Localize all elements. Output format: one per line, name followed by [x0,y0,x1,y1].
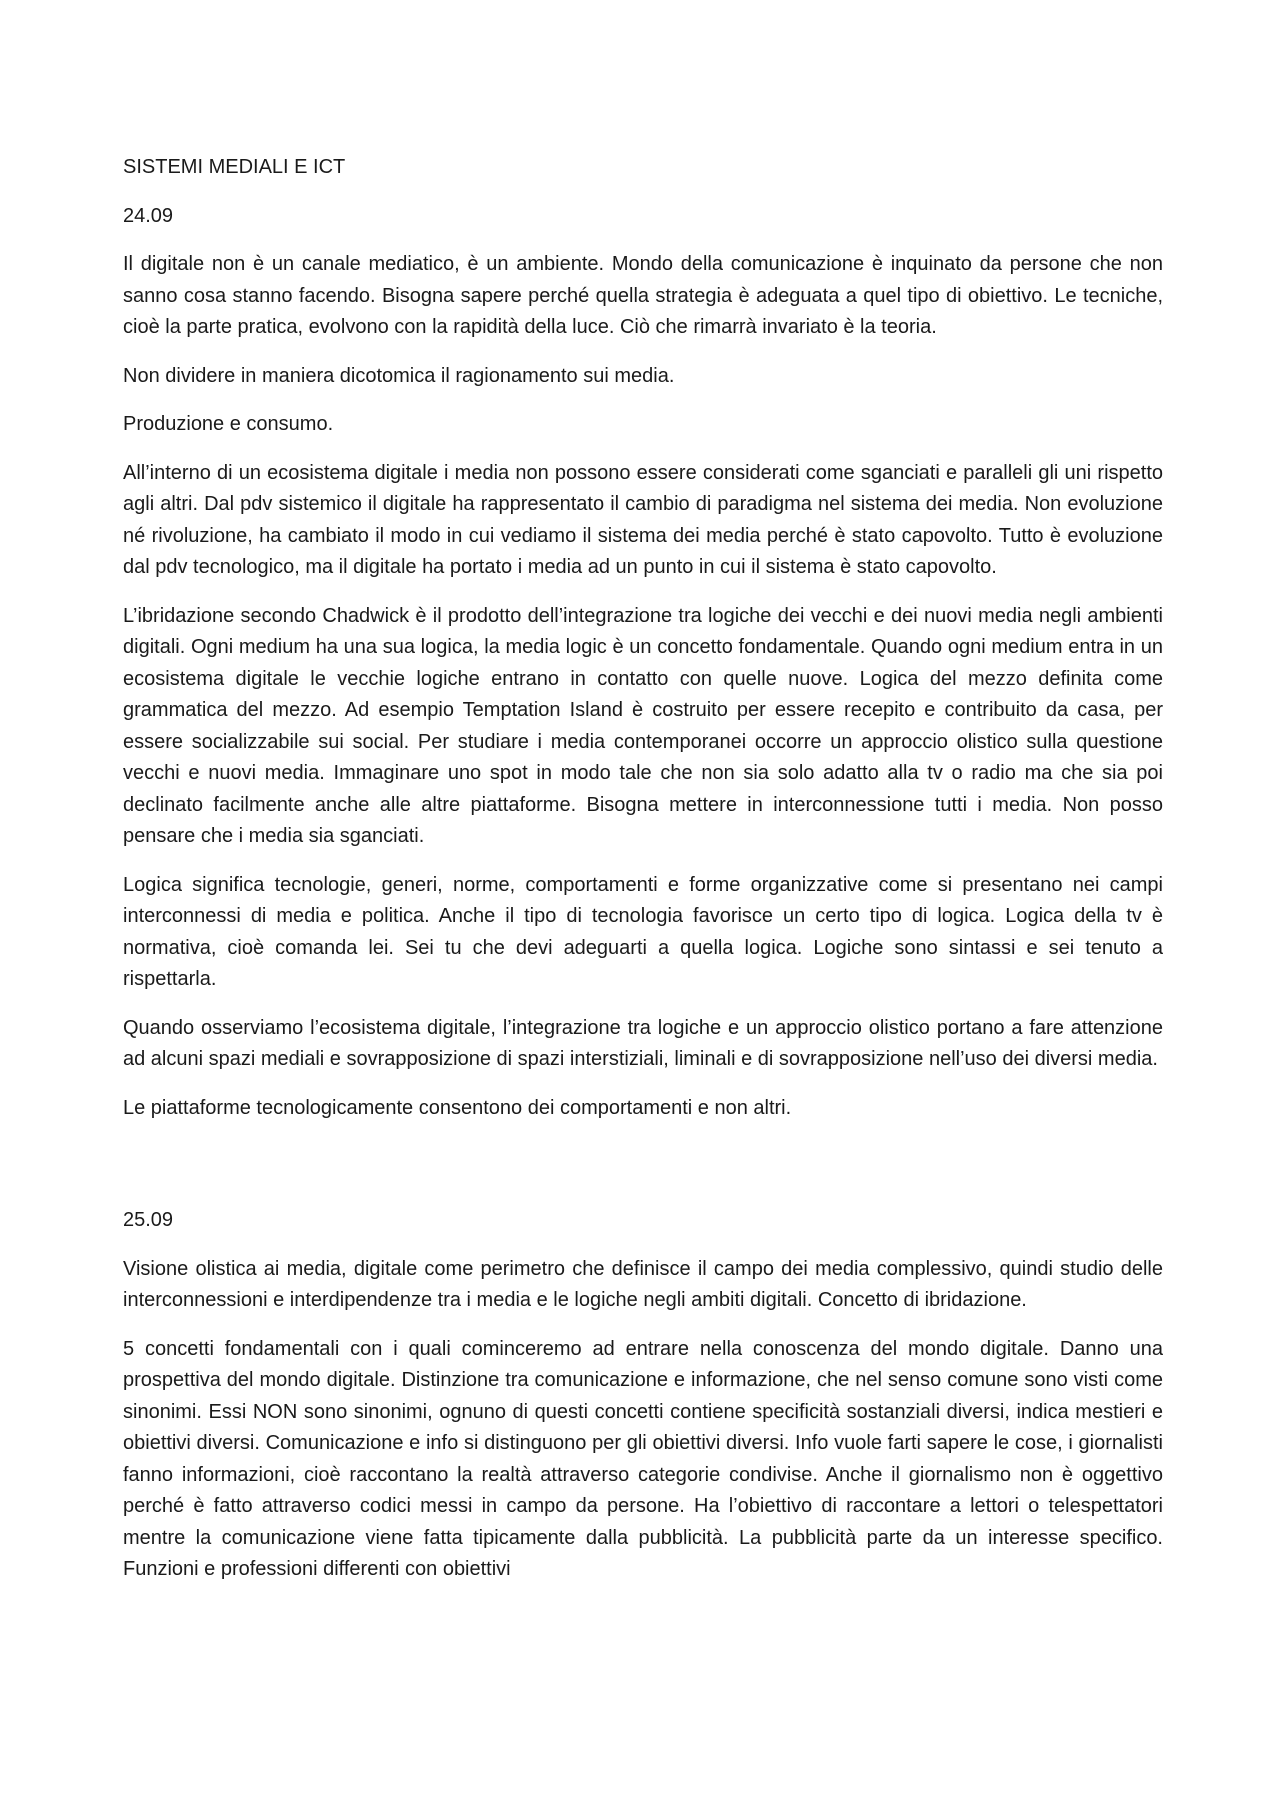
paragraph: L’ibridazione secondo Chadwick è il prodotto dell’integrazione tra logiche dei vecchi e dei nuovi media negli ambienti digitali. Ogni medium ha una sua logica, la media logic è un concetto fondamentale. Quando ogni medium entra in un ecosistema digitale le vecchie logiche entrano in contatto con quelle nuove. Logica del mezzo definita come grammatica del mezzo. Ad esempio Temptation Island è costruito per essere recepito e contribuito da casa, per essere socializzabile sui social. Per studiare i media contemporanei occorre un approccio olistico sulla questione vecchi e nuovi media. Immaginare uno spot in modo tale che non sia solo adatto alla tv o radio ma che sia poi declinato facilmente anche alle altre piattaforme. Bisogna mettere in interconnessione tutti i media. Non posso pensare che i media sia sganciati. [123,604,1163,847]
section-25-09 [123,1205,1163,1586]
paragraph: Quando osserviamo l’ecosistema digitale, l’integrazione tra logiche e un approccio olistico portano a fare attenzione ad alcuni spazi mediali e sovrapposizione di spazi interstiziali, liminali e di sovrapposizione nell’uso dei diversi media. [123,1016,1163,1070]
paragraph: All’interno di un ecosistema digitale i media non possono essere considerati come sganciati e paralleli gli uni rispetto agli altri. Dal pdv sistemico il digitale ha rappresentato il cambio di paradigma nel sistema dei media. Non evoluzione né rivoluzione, ha cambiato il modo in cui vediamo il sistema dei media perché è stato capovolto. Tutto è evoluzione dal pdv tecnologico, ma il digitale ha portato i media ad un punto in cui il sistema è stato capovolto. [123,461,1163,578]
paragraph: Produzione e consumo. [123,413,334,435]
section-date: 25.09 [123,1209,174,1231]
document-title: SISTEMI MEDIALI E ICT [123,156,346,178]
paragraph: Logica significa tecnologie, generi, norme, comportamenti e forme organizzative come si presentano nei campi interconnessi di media e politica. Anche il tipo di tecnologia favorisce un certo tipo di logica. Logica della tv è normativa, cioè comanda lei. Sei tu che devi adeguarti a quella logica. Logiche sono sintassi e sei tenuto a rispettarla. [123,873,1163,990]
paragraph: Visione olistica ai media, digitale come perimetro che definisce il campo dei media complessivo, quindi studio delle interconnessioni e interdipendenze tra i media e le logiche negli ambiti digitali. Concetto di ibridazione. [123,1257,1163,1311]
paragraph: Non dividere in maniera dicotomica il ragionamento sui media. [123,364,675,387]
section-spacer [123,1141,1163,1205]
document-page [123,152,1163,1603]
section-24-09 [123,201,1163,1125]
section-date: 24.09 [123,204,174,227]
paragraph: Il digitale non è un canale mediatico, è un ambiente. Mondo della comunicazione è inquinato da persone che non sanno cosa stanno facendo. Bisogna sapere perché quella strategia è adeguata a quel tipo di obiettivo. Le tecniche, cioè la parte pratica, evolvono con la rapidità della luce. Ciò che rimarrà invariato è la teoria. [123,253,1163,338]
paragraph: 5 concetti fondamentali con i quali cominceremo ad entrare nella conoscenza del mondo digitale. Danno una prospettiva del mondo digitale. Distinzione tra comunicazione e informazione, che nel senso comune sono visti come sinonimi. Essi NON sono sinonimi, ognuno di questi concetti contiene specificità sostanziali diversi, indica mestieri e obiettivi diversi. Comunicazione e info si distinguono per gli obiettivi diversi. Info vuole farti sapere le cose, i giornalisti fanno informazioni, cioè raccontano la realtà attraverso categorie condivise. Anche il giornalismo non è oggettivo perché è fatto attraverso codici messi in campo da persone. Ha l’obiettivo di raccontare a lettori o telespettatori mentre la comunicazione viene fatta tipicamente dalla pubblicità. La pubblicità parte da un interesse specifico. Funzioni e professioni differenti con obiettivi [123,1337,1163,1580]
paragraph: Le piattaforme tecnologicamente consentono dei comportamenti e non altri. [123,1096,792,1119]
